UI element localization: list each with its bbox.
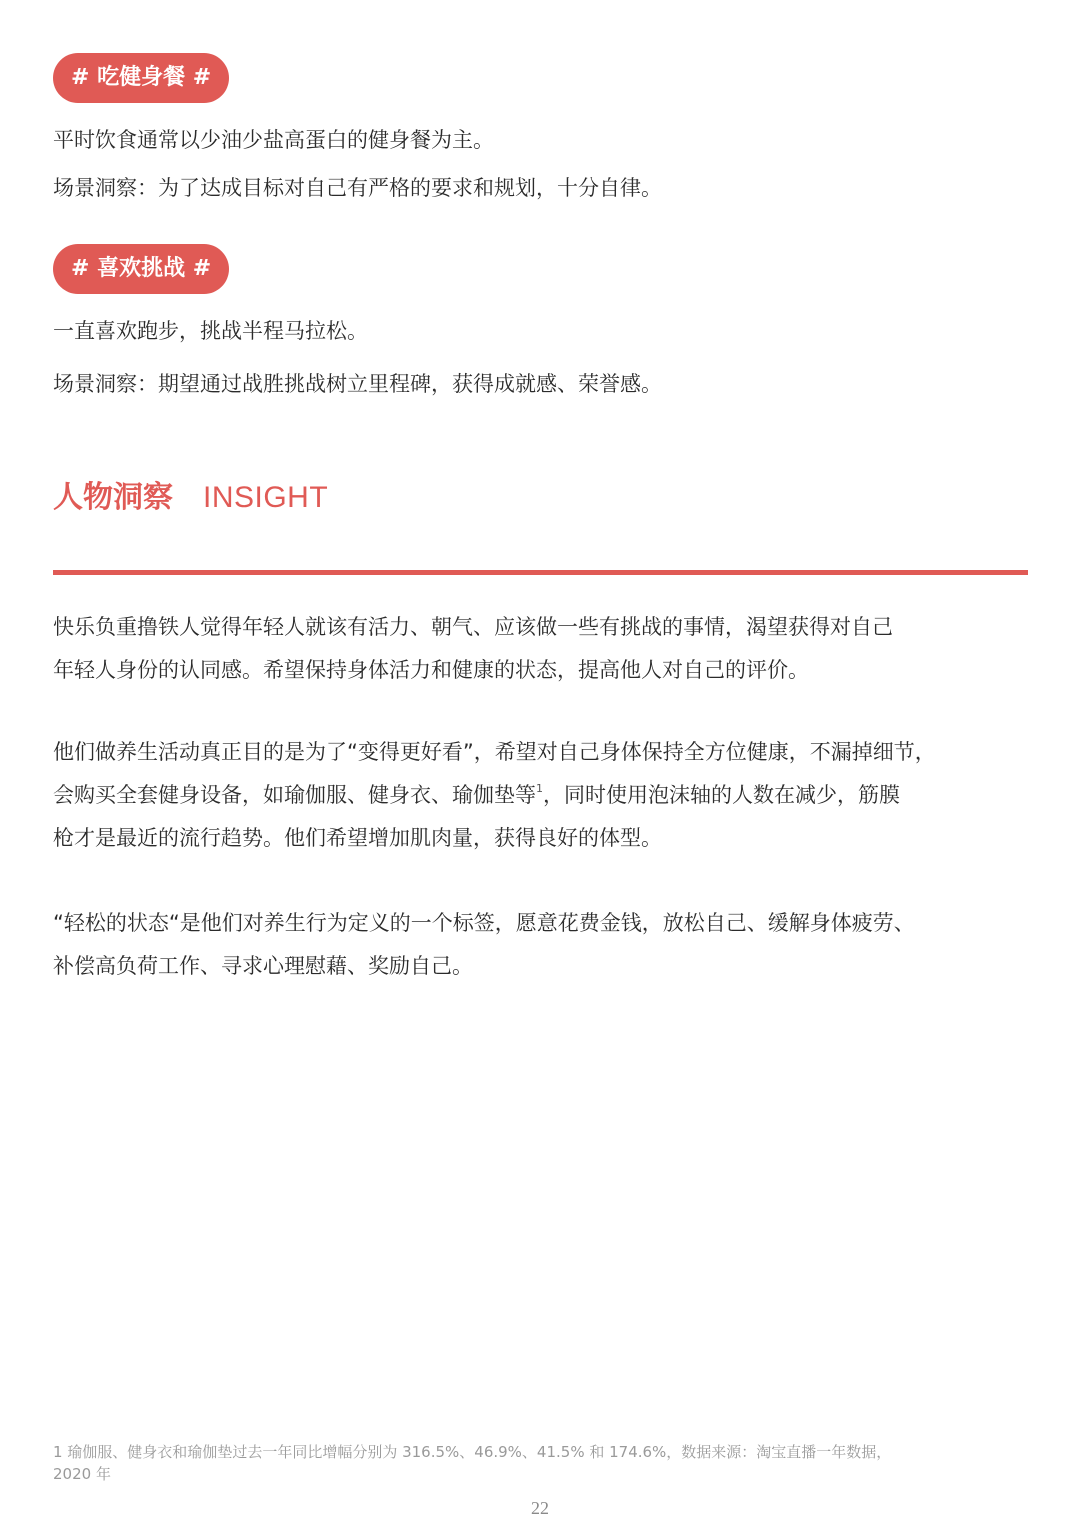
block2-insight: 场景洞察：期望通过战胜挑战树立里程碑，获得成就感、荣誉感。 [53,372,662,396]
footnote-line-2: 2020 年 [53,1465,111,1483]
block1-insight: 场景洞察：为了达成目标对自己有严格的要求和规划，十分自律。 [53,176,662,200]
block2-line1: 一直喜欢跑步，挑战半程马拉松。 [53,319,368,343]
section-divider [53,570,1028,575]
section-title-en: INSIGHT [203,481,329,514]
block1-line1: 平时饮食通常以少油少盐高蛋白的健身餐为主。 [53,128,494,152]
paragraph-1-line-2: 年轻人身份的认同感。希望保持身体活力和健康的状态，提高他人对自己的评价。 [53,658,809,682]
paragraph-1-line-1: 快乐负重撸铁人觉得年轻人就该有活力、朝气、应该做一些有挑战的事情，渴望获得对自己 [53,615,893,639]
footnote-line-1: 1 瑜伽服、健身衣和瑜伽垫过去一年同比增幅分别为 316.5%、46.9%、41.5% 和 174.6%，数据来源：淘宝直播一年数据， [53,1443,892,1461]
footnote-reference: 1 [536,782,543,795]
paragraph-2-line-2-a: 会购买全套健身设备，如瑜伽服、健身衣、瑜伽垫等 [53,783,536,807]
paragraph-2 [53,731,1028,860]
paragraph-3 [53,902,1028,988]
paragraph-1 [53,606,1028,692]
paragraph-3-line-2: 补偿高负荷工作、寻求心理慰藉、奖励自己。 [53,954,473,978]
paragraph-3-line-1: “轻松的状态“是他们对养生行为定义的一个标签，愿意花费金钱，放松自己、缓解身体疲劳、 [53,911,915,935]
paragraph-2-line-2 [53,774,1028,817]
footnote [53,1441,1028,1485]
paragraph-2-line-2-b: ，同时使用泡沫轴的人数在减少，筋膜 [543,783,900,807]
section-title-cn: 人物洞察 [53,480,173,515]
tag-eat-fitness-meal: # 吃健身餐 # [53,53,229,103]
page-number: 22 [531,1498,549,1518]
paragraph-2-line-3: 枪才是最近的流行趋势。他们希望增加肌肉量，获得良好的体型。 [53,826,662,850]
paragraph-2-line-1: 他们做养生活动真正目的是为了“变得更好看”，希望对自己身体保持全方位健康，不漏掉细节， [53,740,936,764]
tag-love-challenge: # 喜欢挑战 # [53,244,229,294]
section-title [53,472,328,516]
